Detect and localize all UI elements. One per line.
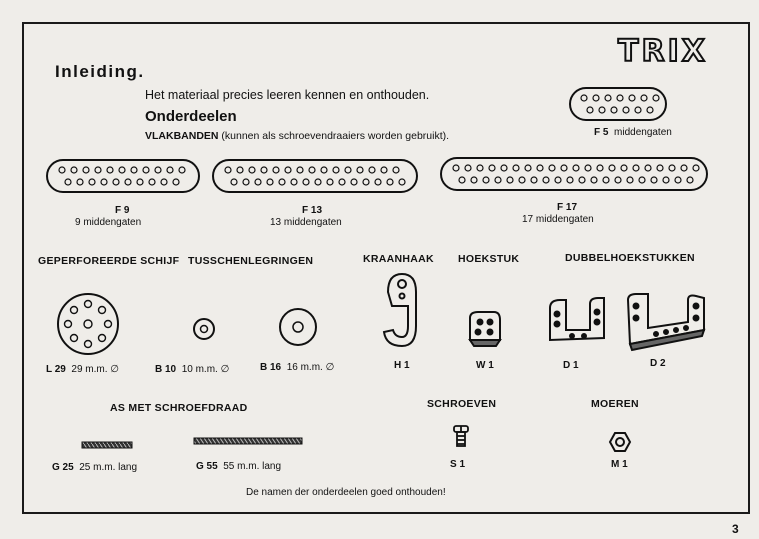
item-g55-label: G 55 55 m.m. lang: [196, 461, 282, 472]
category-nuts: MOEREN: [591, 398, 639, 410]
strip-f5-label: F 5 middengaten: [594, 127, 672, 138]
strip-f17: [441, 158, 707, 190]
strip-f13: [213, 160, 417, 192]
intro-heading: Inleiding.: [55, 62, 145, 81]
parts-heading: Onderdeelen: [145, 108, 237, 125]
vlakbanden-label: VLAKBANDEN: [145, 130, 219, 142]
perforated-disc: [58, 294, 118, 354]
double-corner-d2: [628, 294, 704, 350]
category-corner-piece: HOEKSTUK: [458, 253, 520, 265]
item-d1-label: D 1: [563, 360, 579, 371]
intro-text: Het materiaal precies leeren kennen en onthouden.: [145, 88, 430, 102]
strip-f17-code: F 17: [557, 202, 578, 213]
item-m1-label: M 1: [611, 459, 628, 470]
item-w1-label: W 1: [476, 360, 494, 371]
threaded-axle-g55: [194, 438, 302, 444]
page-number: 3: [732, 522, 739, 536]
strip-f9: [47, 160, 199, 192]
item-b16-label: B 16 16 m.m. ∅: [260, 362, 335, 373]
washer-b16: [280, 309, 316, 345]
trix-logo: TRIX: [618, 34, 708, 69]
category-perforated-disc: GEPERFOREERDE SCHIJF: [38, 255, 180, 267]
double-corner-d1: [550, 298, 604, 340]
crane-hook: [384, 274, 416, 346]
strip-f9-code: F 9: [115, 205, 130, 216]
item-l29-label: L 29 29 m.m. ∅: [46, 364, 120, 375]
item-d2-label: D 2: [650, 358, 666, 369]
category-washers: TUSSCHENLEGRINGEN: [188, 255, 314, 267]
washer-b10: [194, 319, 214, 339]
item-b10-label: B 10 10 m.m. ∅: [155, 364, 230, 375]
category-screws: SCHROEVEN: [427, 398, 497, 410]
strip-f13-desc: 13 middengaten: [270, 217, 342, 228]
category-crane-hook: KRAANHAAK: [363, 253, 434, 265]
strip-f13-code: F 13: [302, 205, 323, 216]
category-double-corner: DUBBELHOEKSTUKKEN: [565, 252, 695, 264]
vlakbanden-note: (kunnen als schroevendraaiers worden gebruikt).: [221, 130, 450, 142]
strip-f17-desc: 17 middengaten: [522, 214, 594, 225]
threaded-axle-g25: [82, 442, 132, 448]
strip-f9-desc: 9 middengaten: [75, 217, 142, 228]
item-s1-label: S 1: [450, 459, 466, 470]
nut: [610, 433, 630, 451]
corner-piece: [470, 312, 500, 346]
footer-note: De namen der onderdeelen goed onthouden!: [246, 487, 446, 498]
item-g25-label: G 25 25 m.m. lang: [52, 462, 138, 473]
category-axle: AS MET SCHROEFDRAAD: [110, 402, 248, 414]
strip-f5: [570, 88, 666, 120]
screw: [454, 426, 468, 446]
item-h1-label: H 1: [394, 360, 410, 371]
